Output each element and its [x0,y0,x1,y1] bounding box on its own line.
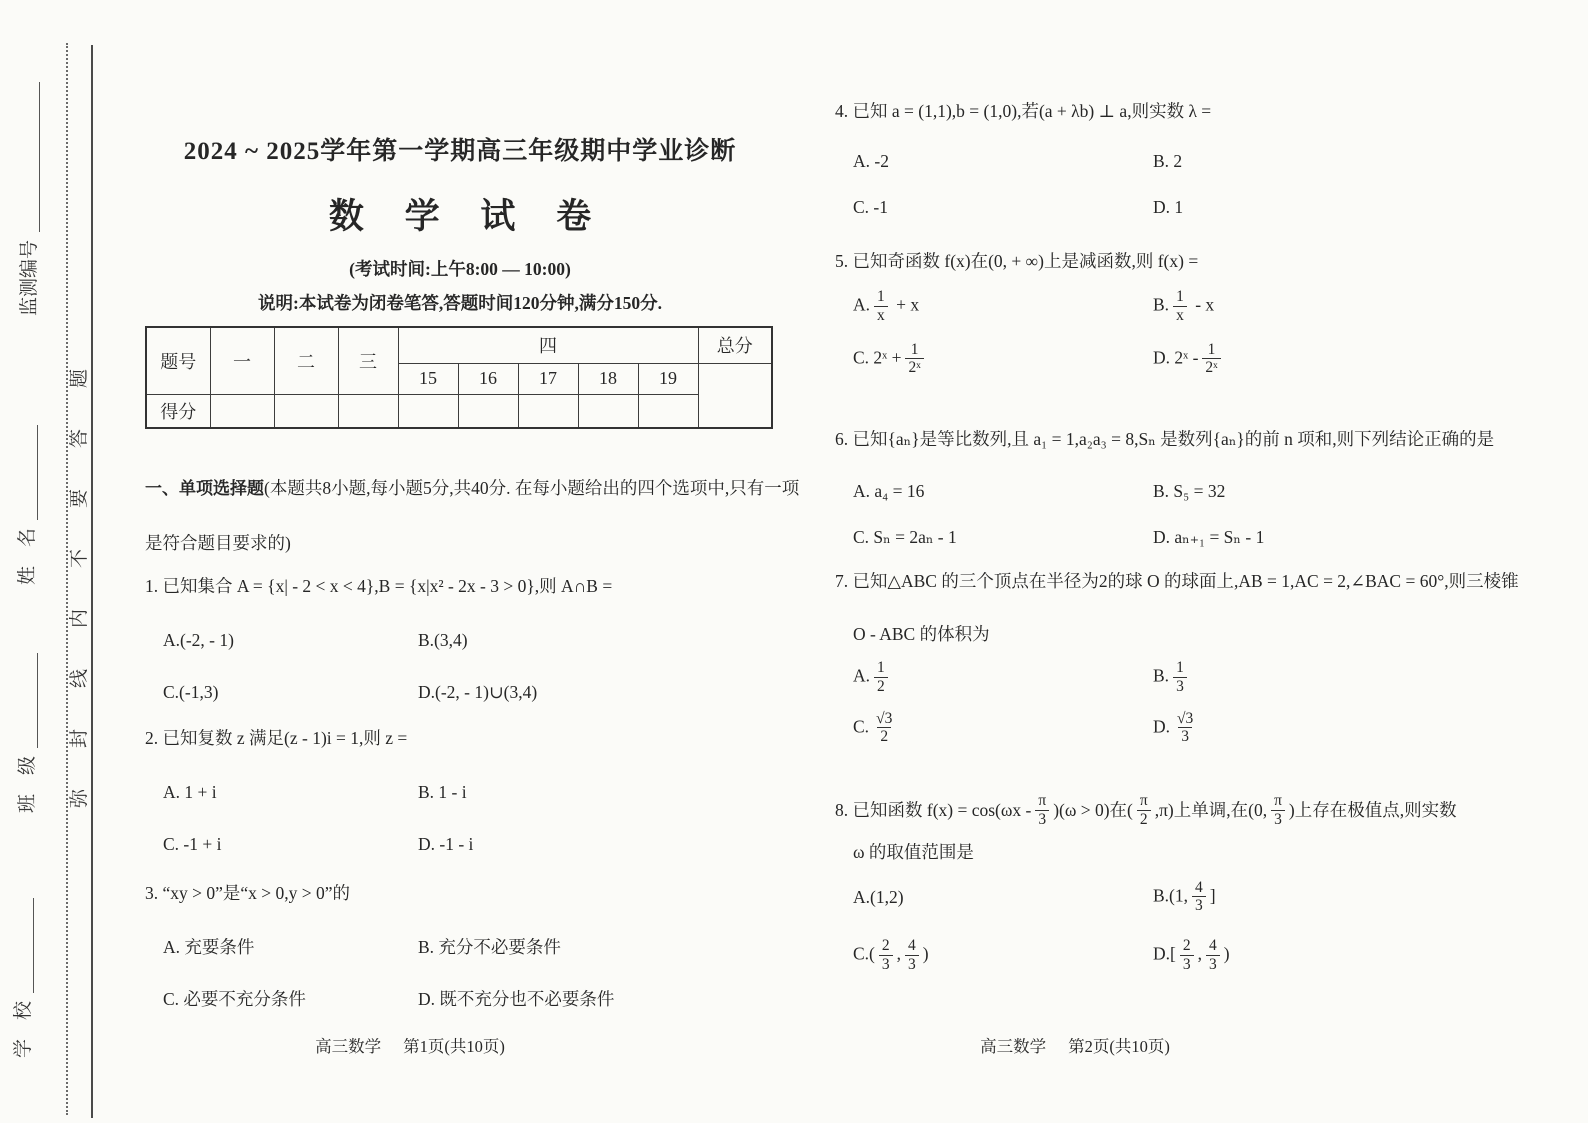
score-table-subq: 18 [578,363,638,394]
page1-footer [145,1033,675,1057]
option-d: D.[ $\frac{2}{3}$ , $\frac{4}{3}$ ) [1153,937,1230,974]
option-a: A. $\frac{1}{2}$ [853,659,1153,696]
option-d: D. 既不充分也不必要条件 [418,989,615,1009]
blank-line [14,898,35,993]
score-table-empty-cell [698,363,772,428]
option-c: C. 必要不充分条件 [163,989,306,1009]
section-one-heading-rest: (本题共8小题,每小题5分,共40分. 在每小题给出的四个选项中,只有一项 [264,478,800,498]
question-7-options-row2 [835,710,1550,747]
option-c: C. 2ˣ + $\frac{1}{\text{2ˣ}}$ [853,341,1153,378]
question-5 [835,250,1550,377]
section-one-heading-bold: 一、单项选择题 [145,479,264,498]
field-monitor-number-label: 监测编号 [19,239,40,316]
question-1-options-row1 [145,629,805,651]
score-table-empty-cell [210,394,274,428]
score-table-empty-cell [398,394,458,428]
score-table-empty-cell [578,394,638,428]
question-2 [145,727,805,855]
option-d: D. $\frac{√3}{3}$ [1153,709,1194,746]
question-4 [835,100,1550,218]
field-school [9,888,39,1058]
exam-instructions: 说明:本试卷为闭卷笔答,答题时间120分钟,满分150分. [258,293,662,313]
exam-time: (考试时间:上午8:00 — 10:00) [349,259,571,279]
footer-page-number: 第2页(共10页) [1068,1037,1170,1056]
option-d: D. -1 - i [418,834,474,854]
question-2-stem: 2. 已知复数 z 满足(z - 1)i = 1,则 z = [145,728,408,748]
option-d: D. 1 [1153,197,1184,217]
score-table-score-label: 得分 [146,394,210,428]
blank-line [20,82,41,232]
question-3 [145,882,805,1010]
question-3-options-row2 [145,988,805,1010]
question-4-options-row1 [835,150,1550,172]
option-c: C.( $\frac{2}{3}$ , $\frac{4}{3}$ ) [853,937,929,974]
question-2-options-row2 [145,833,805,855]
section-one-heading-line2: 是符合题目要求的) [145,533,291,553]
option-b: B. S₅ = 32 [1153,481,1226,501]
score-table-section: 二 [274,327,338,394]
option-c: C.(-1,3) [163,682,219,702]
question-3-stem: 3. “xy > 0”是“x > 0,y > 0”的 [145,883,351,903]
score-table-subq: 19 [638,363,698,394]
question-4-stem: 4. 已知 a = (1,1),b = (1,0),若(a + λb) ⊥ a,则实数 λ = [835,101,1212,121]
question-8-options-row2 [835,937,1550,974]
question-6-options-row2 [835,526,1550,548]
score-table-section: 三 [338,327,398,394]
question-6 [835,428,1550,548]
option-c: C. -1 [853,197,888,217]
question-8-stem-line2: ω 的取值范围是 [853,841,974,862]
seal-warning-text [65,328,95,808]
option-a: A. $\frac{1}{x}$ + x [853,288,920,324]
field-name [13,415,43,585]
option-c: C. -1 + i [163,834,222,854]
question-3-options-row1 [145,936,805,958]
question-6-stem: 6. 已知{aₙ}是等比数列,且 a₁ = 1,a₂a₃ = 8,Sₙ 是数列{aₙ}的前 n 项和,则下列结论正确的是 [835,429,1495,449]
blank-line [18,653,39,748]
score-table-subq: 16 [458,363,518,394]
question-7-stem-line2: O - ABC 的体积为 [853,624,990,644]
seal-warning-label: 弥封线内不要答题 [69,327,90,808]
score-table-total: 总分 [698,327,772,363]
option-b: B.(3,4) [418,630,468,650]
option-a: A.(-2, - 1) [163,630,234,650]
question-7-stem-line1: 7. 已知△ABC 的三个顶点在半径为2的球 O 的球面上,AB = 1,AC = 2,∠BAC = 60°,则三棱锥 [835,571,1519,591]
question-8-stem-line1: 8. 已知函数 f(x) = cos(ωx - $\frac{\pi}{3}$ )(ω > 0)在( $\frac{\pi}{2}$ ,π)上单调,在(0, $\frac{\pi}{3}$ )上存在极值点,则实数 [835,792,1457,828]
field-class-label: 班 级 [17,755,38,813]
option-a: A.(1,2) [853,886,904,907]
question-1-options-row2 [145,681,805,703]
option-a: A. -2 [853,151,889,171]
footer-page-number: 第1页(共10页) [403,1037,505,1056]
score-table-empty-cell [638,394,698,428]
field-school-label: 学 校 [13,1000,34,1058]
question-1 [145,575,805,703]
score-table-section-four: 四 [398,327,698,363]
option-a: A. 充要条件 [163,937,255,957]
section-one-heading [145,477,805,500]
option-d: D.(-2, - 1)∪(3,4) [418,682,538,702]
blank-line [18,425,39,520]
option-b: B. $\frac{1}{x}$ - x [1153,288,1215,324]
score-table-subq: 15 [398,363,458,394]
score-table-section: 一 [210,327,274,394]
option-b: B. 2 [1153,151,1183,171]
option-b: B. 充分不必要条件 [418,937,561,957]
question-8-options-row1 [835,879,1550,916]
field-class [13,643,43,813]
question-8 [835,792,1550,974]
score-table-empty-cell [274,394,338,428]
question-2-options-row1 [145,781,805,803]
exam-title: 2024 ~ 2025学年第一学期高三年级期中学业诊断 [183,138,737,165]
option-b: B. 1 - i [418,782,467,802]
field-name-label: 姓 名 [17,527,38,585]
option-b: B.(1, $\frac{4}{3}$ ] [1153,878,1216,915]
question-5-options-row2 [835,341,1550,378]
option-a: A. a₄ = 16 [853,481,925,501]
score-table-empty-cell [518,394,578,428]
option-c: C. $\frac{√3}{2}$ [853,709,893,746]
footer-subject: 高三数学 [980,1037,1047,1056]
question-4-options-row2 [835,196,1550,218]
question-5-stem: 5. 已知奇函数 f(x)在(0, + ∞)上是减函数,则 f(x) = [835,251,1199,271]
option-d: D. aₙ₊₁ = Sₙ - 1 [1153,527,1265,547]
question-5-options-row1 [835,288,1550,325]
question-7-options-row1 [835,659,1550,696]
score-table [145,326,773,429]
score-table-empty-cell [458,394,518,428]
page2-footer [835,1033,1315,1057]
question-6-options-row1 [835,480,1550,502]
score-table-subq: 17 [518,363,578,394]
field-monitor-number [15,56,45,316]
option-c: C. Sₙ = 2aₙ - 1 [853,527,957,547]
question-7 [835,570,1550,746]
score-table-header: 题号 [146,327,210,394]
option-b: B. $\frac{1}{3}$ [1153,659,1191,696]
subject-title: 数 学 试 卷 [328,197,608,236]
option-d: D. 2ˣ - $\frac{1}{\text{2ˣ}}$ [1153,341,1225,378]
option-a: A. 1 + i [163,782,217,802]
question-1-stem: 1. 已知集合 A = {x| - 2 < x < 4},B = {x|x² - 2x - 3 > 0},则 A∩B = [145,576,613,596]
score-table-empty-cell [338,394,398,428]
footer-subject: 高三数学 [315,1037,382,1056]
